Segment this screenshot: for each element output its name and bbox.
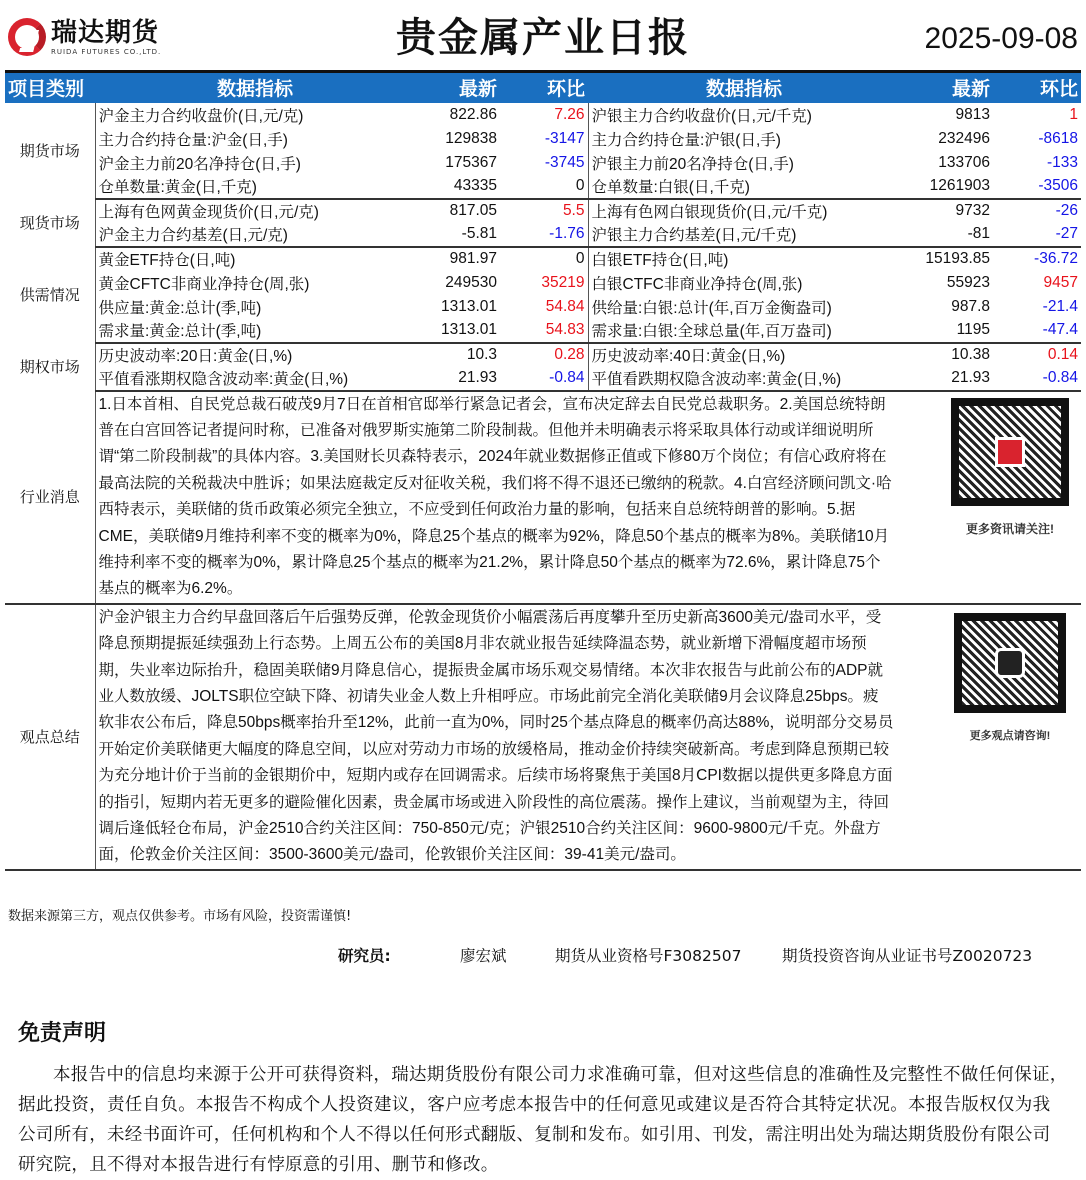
- table-row: [5, 199, 1081, 223]
- latest-value: 822.86: [449, 105, 497, 123]
- indicator-name: 沪金主力合约基差(日,元/克): [95, 223, 415, 247]
- table-row: [5, 103, 1081, 127]
- qr-block: [945, 613, 1075, 749]
- indicator-name: 沪金主力合约收盘价(日,元/克): [98, 107, 304, 125]
- indicator-name: 历史波动率:40日:黄金(日,%): [591, 348, 786, 365]
- table-row: [5, 247, 1081, 271]
- indicator-name: 沪银主力合约收盘价(日,元/千克): [591, 107, 812, 125]
- category-label: 期权市场: [5, 343, 95, 391]
- table-row: [5, 343, 1081, 367]
- latest-value: 133706: [938, 153, 990, 171]
- table-row: [5, 127, 1081, 151]
- change-value: -3506: [993, 175, 1081, 199]
- latest-value: 21.93: [415, 367, 500, 391]
- table-row: [5, 319, 1081, 343]
- disclaimer-text: 本报告中的信息均来源于公开可获得资料，瑞达期货股份有限公司力求准确可靠，但对这些信息的准确性及完整性不做任何保证，据此投资，责任自负。本报告不构成个人投资建议，客户应考虑本报告中的任何意见或建议是否符合其特定状况。本报告版权仅为我公司所有，未经书面许可，任何机构和个人不得以任何形式翻版、复制和发布。如引用、刊发，需注明出处为瑞达期货股份有限公司研究院，且不得对本报告进行有悖原意的引用、删节和修改。: [18, 1065, 1068, 1175]
- category-label: 供需情况: [5, 247, 95, 343]
- latest-value: 981.97: [449, 250, 497, 267]
- category-label: 期货市场: [5, 103, 95, 199]
- qr-caption: 更多资讯请关注!: [966, 521, 1054, 536]
- change-value: -36.72: [1034, 250, 1078, 267]
- indicator-name: 历史波动率:20日:黄金(日,%): [98, 348, 293, 365]
- table-row: [5, 151, 1081, 175]
- latest-value: 1261903: [900, 175, 993, 199]
- table-row: [5, 223, 1081, 247]
- indicator-name: 白银ETF持仓(日,吨): [591, 252, 729, 269]
- qr-caption: 更多观点请咨询!: [969, 729, 1051, 742]
- change-value: 0.28: [500, 343, 588, 367]
- category-label: 现货市场: [5, 199, 95, 247]
- header-indicator-2: 数据指标: [588, 72, 900, 103]
- news-text: 1.日本首相、自民党总裁石破茂9月7日在首相官邸举行紧急记者会，宣布决定辞去自民党总裁职务。2.美国总统特朗普在白宫回答记者提问时称，已准备对俄罗斯实施第二阶段制裁。但他并未明确表示将采取具体行动或详细说明所谓“第二阶段制裁”的具体内容。3.美国财长贝森特表示，2024年就业数据修正值或下修80万个岗位；有信心政府将在最高法院的关税裁决中胜诉；如果法庭裁定反对征收关税，我们将不得不退还已缴纳的税款。4.白宫经济顾问凯文·哈西特表示，美联储的货币政策必须完全独立，不应受到任何政治力量的影响，包括来自总统特朗普的影响。5.据CME，美联储9月维持利率不变的概率为0%，降息25个基点的概率为92%，降息50个基点的概率为8%。美联储10月维持利率不变的概率为0%，累计降息25个基点的概率为21.2%，累计降息50个基点的概率为72.6%，累计降息75个基点的概率为6.2%。: [98, 395, 892, 598]
- table-row: [5, 295, 1081, 319]
- change-value: -26: [1055, 202, 1078, 219]
- indicator-name: 沪银主力前20名净持仓(日,手): [591, 155, 794, 173]
- indicator-name: 平值看涨期权隐含波动率:黄金(日,%): [95, 367, 415, 391]
- latest-value: 9732: [955, 202, 990, 219]
- latest-value: 43335: [415, 175, 500, 199]
- latest-value: -81: [900, 223, 993, 247]
- latest-value: -5.81: [415, 223, 500, 247]
- latest-value: 9813: [955, 105, 990, 123]
- indicator-name: 仓单数量:白银(日,千克): [588, 175, 900, 199]
- indicator-name: 仓单数量:黄金(日,千克): [95, 175, 415, 199]
- indicator-name: 需求量:黄金:总计(季,吨): [95, 319, 415, 343]
- data-table: [5, 70, 1081, 871]
- change-value: -0.84: [500, 367, 588, 391]
- researcher-name: 廖宏斌: [460, 947, 507, 965]
- change-value: -21.4: [1042, 297, 1078, 315]
- indicator-name: 主力合约持仓量:沪银(日,手): [591, 131, 781, 149]
- change-value: -0.84: [993, 367, 1081, 391]
- indicator-name: 沪银主力合约基差(日,元/千克): [588, 223, 900, 247]
- qr-code-icon[interactable]: [951, 398, 1069, 506]
- header-latest-2: 最新: [900, 72, 993, 103]
- opinion-text: 沪金沪银主力合约早盘回落后午后强势反弹，伦敦金现货价小幅震荡后再度攀升至历史新高3600美元/盎司水平，受降息预期提振延续强劲上行态势。上周五公布的美国8月非农就业报告延续降温态势，就业新增下滑幅度超市场预期，失业率边际抬升，稳固美联储9月降息信心，提振贵金属市场乐观交易情绪。本次非农报告与此前公布的ADP就业人数放缓、JOLTS职位空缺下降、初请失业金人数上升相呼应。市场此前完全消化美联储9月会议降息25bps。疲软非农公布后，降息50bps概率抬升至12%，此前一直为0%，同时25个基点降息的概率仍高达88%，说明部分交易员开始定价美联储更大幅度的降息空间，以应对劳动力市场的放缓格局，推动金价持续突破新高。考虑到降息预期已较为充分地计价于当前的金银期价中，短期内或存在回调需求。后续市场将聚焦于美国8月CPI数据以提供更多降息方面的指引，短期内若无更多的避险催化因素，贵金属市场或进入阶段性的高位震荡。操作上建议，当前观望为主，待回调后逢低轻仓布局，沪金2510合约关注区间：750-850元/克；沪银2510合约关注区间：9600-9800元/千克。外盘方面，伦敦金价关注区间：3500-3600美元/盎司，伦敦银价关注区间：39-41美元/盎司。: [98, 608, 894, 864]
- table-row: [5, 175, 1081, 199]
- latest-value: 987.8: [951, 297, 990, 315]
- indicator-name: 上海有色网白银现货价(日,元/千克): [591, 204, 828, 221]
- logo-name-en: RUIDA FUTURES CO.,LTD.: [51, 48, 162, 56]
- change-value: -27: [993, 223, 1081, 247]
- latest-value: 1313.01: [440, 297, 497, 315]
- table-row: [5, 367, 1081, 391]
- latest-value: 10.3: [466, 346, 497, 363]
- latest-value: 1313.01: [415, 319, 500, 343]
- header-indicator: 数据指标: [95, 72, 415, 103]
- indicator-name: 白银CTFC非商业净持仓(周,张): [591, 275, 803, 293]
- header-category: 项目类别: [5, 72, 95, 103]
- change-value: -1.76: [500, 223, 588, 247]
- latest-value: 15193.85: [925, 250, 990, 267]
- table-header: [5, 72, 1081, 103]
- source-note: 数据来源第三方，观点仅供参考。市场有风险，投资需谨慎!: [8, 909, 352, 924]
- change-value: -47.4: [993, 319, 1081, 343]
- latest-value: 55923: [946, 273, 990, 291]
- indicator-name: 主力合约持仓量:沪金(日,手): [98, 131, 288, 149]
- change-value: -133: [1046, 153, 1078, 171]
- change-value: 9457: [1043, 273, 1078, 291]
- header-change: 环比: [500, 72, 588, 103]
- change-value: -3147: [500, 127, 588, 151]
- latest-value: 249530: [445, 273, 497, 291]
- wechat-qr-code-icon[interactable]: [954, 613, 1066, 713]
- latest-value: 232496: [938, 129, 990, 147]
- indicator-name: 供应量:黄金:总计(季,吨): [98, 299, 262, 317]
- indicator-name: 黄金ETF持仓(日,吨): [98, 252, 236, 269]
- change-value: 0.14: [1047, 346, 1078, 363]
- change-value: 7.26: [500, 103, 588, 127]
- table-row: [5, 271, 1081, 295]
- latest-value: 175367: [445, 153, 497, 171]
- latest-value: 10.38: [951, 346, 990, 363]
- indicator-name: 需求量:白银:全球总量(年,百万盎司): [588, 319, 900, 343]
- consult-license-number: 期货投资咨询从业证书号Z0020723: [782, 947, 1033, 965]
- indicator-name: 沪金主力前20名净持仓(日,手): [98, 155, 301, 173]
- report-title: 贵金属产业日报: [396, 15, 690, 61]
- logo-name-cn: 瑞达期货: [51, 18, 160, 48]
- disclaimer-title: 免责声明: [18, 1021, 107, 1046]
- change-value: -8618: [1038, 129, 1078, 147]
- researcher-label: 研究员:: [338, 947, 391, 965]
- qr-block: [945, 398, 1075, 542]
- change-value: 0: [500, 247, 588, 271]
- latest-value: 21.93: [900, 367, 993, 391]
- change-value: 54.84: [500, 295, 588, 319]
- latest-value: 1195: [900, 319, 993, 343]
- category-label: 观点总结: [5, 604, 95, 870]
- header-change-2: 环比: [993, 72, 1081, 103]
- indicator-name: 黄金CFTC非商业净持仓(周,张): [98, 275, 310, 293]
- indicator-name: 上海有色网黄金现货价(日,元/克): [98, 204, 319, 221]
- report-date: 2025-09-08: [924, 22, 1078, 55]
- indicator-name: 平值看跌期权隐含波动率:黄金(日,%): [588, 367, 900, 391]
- indicator-name: 供给量:白银:总计(年,百万金衡盎司): [591, 299, 832, 317]
- change-value: -3745: [500, 151, 588, 175]
- latest-value: 129838: [445, 129, 497, 147]
- change-value: 0: [500, 175, 588, 199]
- change-value: 54.83: [500, 319, 588, 343]
- change-value: 1: [1069, 105, 1078, 123]
- change-value: 5.5: [500, 199, 588, 223]
- category-label: 行业消息: [5, 391, 95, 604]
- latest-value: 817.05: [449, 202, 497, 219]
- qualification-number: 期货从业资格号F3082507: [555, 947, 742, 965]
- change-value: 35219: [500, 271, 588, 295]
- opinion-row: [5, 604, 1081, 870]
- header-latest: 最新: [415, 72, 500, 103]
- news-row: [5, 391, 1081, 604]
